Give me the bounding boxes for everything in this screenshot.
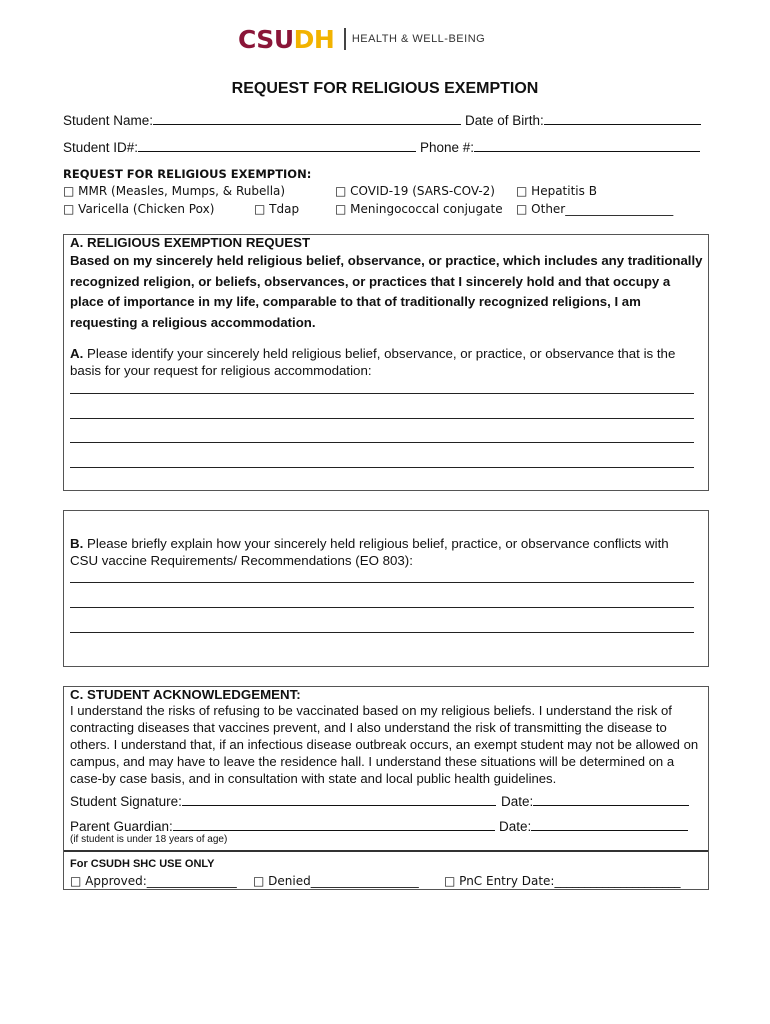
checkbox-icon: □	[335, 202, 347, 216]
section-b-question	[70, 535, 700, 569]
logo-dh: DH	[293, 24, 335, 54]
student-name-row	[63, 112, 461, 128]
pnc-label: PnC Entry Date:_____________________	[459, 874, 681, 888]
date1-label: Date:	[501, 794, 534, 809]
logo-divider	[344, 28, 346, 50]
checkbox-hepb[interactable]	[516, 184, 597, 198]
date2-row	[499, 818, 688, 834]
hepb-label: Hepatitis B	[531, 184, 597, 198]
checkbox-tdap[interactable]	[254, 202, 299, 216]
student-id-label: Student ID#:	[63, 140, 139, 155]
approved-label: Approved:_______________	[85, 874, 237, 888]
section-b-question-text: Please briefly explain how your sincerely held religious belief, practice, or observance conflicts with CSU vaccine Requirements/ Recommendations (EO 803):	[70, 536, 669, 568]
section-a-question-text: Please identify your sincerely held religious belief, observance, or practice, or observance that is the basis for your request for religious accommodation:	[70, 346, 676, 378]
checkbox-covid[interactable]	[335, 184, 495, 198]
date1-row	[501, 793, 689, 809]
section-b-question-letter: B.	[70, 536, 84, 551]
date1-field[interactable]	[533, 793, 689, 806]
checkbox-denied[interactable]	[253, 874, 419, 888]
varicella-label: Varicella (Chicken Pox)	[78, 202, 215, 216]
checkbox-pnc-entry[interactable]	[444, 874, 680, 888]
meningococcal-label: Meningococcal conjugate	[350, 202, 503, 216]
minor-note: (if student is under 18 years of age)	[70, 834, 228, 845]
tdap-label: Tdap	[269, 202, 300, 216]
mmr-label: MMR (Measles, Mumps, & Rubella)	[78, 184, 286, 198]
checkbox-icon: □	[444, 874, 456, 888]
section-a-statement: Based on my sincerely held religious belief, observance, or practice, which includes any traditionally recognized religion, or beliefs, observances, or practices that I sincerely hold and that occupy a place of importance in my life, comparable to that of traditionally recognized religions, I am requesting a religious accommodation.	[70, 253, 703, 330]
dob-field[interactable]	[544, 112, 701, 125]
phone-field[interactable]	[474, 139, 700, 152]
answer-line-b1[interactable]	[70, 582, 694, 583]
answer-line-a4[interactable]	[70, 467, 694, 468]
dob-label: Date of Birth:	[465, 113, 544, 128]
dob-row	[465, 112, 701, 128]
checkbox-meningococcal[interactable]	[335, 202, 503, 216]
checkbox-icon: □	[516, 202, 528, 216]
parent-guardian-label: Parent Guardian:	[70, 819, 173, 834]
phone-label: Phone #:	[420, 140, 475, 155]
section-c-text: I understand the risks of refusing to be vaccinated based on my religious beliefs. I understand the risk of contracting diseases that vaccines prevent, and I also understand the risk of transmitting the disease to others. I understand that, if an infectious disease outbreak occurs, an exempt student may not be allowed on campus, and may have to leave the residence hall. I understand these situations will be determined on a case-by case basis, and in consultation with state and local public health guidelines.	[70, 703, 699, 786]
checkbox-icon: □	[254, 202, 266, 216]
checkbox-varicella[interactable]	[63, 202, 214, 216]
student-signature-label: Student Signature:	[70, 794, 182, 809]
answer-line-a1[interactable]	[70, 393, 694, 394]
checkbox-mmr[interactable]	[63, 184, 285, 198]
checkbox-icon: □	[516, 184, 528, 198]
checkbox-icon: □	[63, 202, 75, 216]
office-use-divider	[64, 850, 708, 852]
csudh-logo	[238, 26, 485, 52]
student-id-row	[63, 139, 416, 155]
logo-tagline: HEALTH & WELL-BEING	[351, 33, 486, 45]
section-c-heading: C. STUDENT ACKNOWLEDGEMENT:	[70, 687, 301, 702]
answer-line-a3[interactable]	[70, 442, 694, 443]
section-a-heading: A. RELIGIOUS EXEMPTION REQUEST	[70, 235, 311, 250]
date2-field[interactable]	[531, 818, 688, 831]
exemption-list-heading: REQUEST FOR RELIGIOUS EXEMPTION:	[63, 167, 312, 181]
checkbox-icon: □	[70, 874, 82, 888]
section-b-box	[63, 510, 709, 667]
other-label: Other__________________	[531, 202, 674, 216]
student-name-label: Student Name:	[63, 113, 154, 128]
student-id-field[interactable]	[138, 139, 416, 152]
office-use-heading: For CSUDH SHC USE ONLY	[70, 858, 215, 870]
parent-guardian-row	[70, 818, 495, 834]
section-a-question-letter: A.	[70, 346, 84, 361]
page-title: REQUEST FOR RELIGIOUS EXEMPTION	[231, 80, 539, 97]
answer-line-a2[interactable]	[70, 418, 694, 419]
checkbox-icon: □	[63, 184, 75, 198]
section-a-question	[70, 345, 700, 379]
phone-row	[420, 139, 700, 155]
student-signature-field[interactable]	[182, 793, 496, 806]
checkbox-other[interactable]	[516, 202, 673, 216]
date2-label: Date:	[499, 819, 532, 834]
answer-line-b2[interactable]	[70, 607, 694, 608]
logo-csu: CSU	[238, 24, 294, 54]
checkbox-icon: □	[253, 874, 265, 888]
student-name-field[interactable]	[153, 112, 461, 125]
parent-guardian-field[interactable]	[173, 818, 495, 831]
student-signature-row	[70, 793, 496, 809]
checkbox-approved[interactable]	[70, 874, 237, 888]
denied-label: Denied__________________	[268, 874, 419, 888]
checkbox-icon: □	[335, 184, 347, 198]
covid-label: COVID-19 (SARS-COV-2)	[350, 184, 495, 198]
answer-line-b3[interactable]	[70, 632, 694, 633]
